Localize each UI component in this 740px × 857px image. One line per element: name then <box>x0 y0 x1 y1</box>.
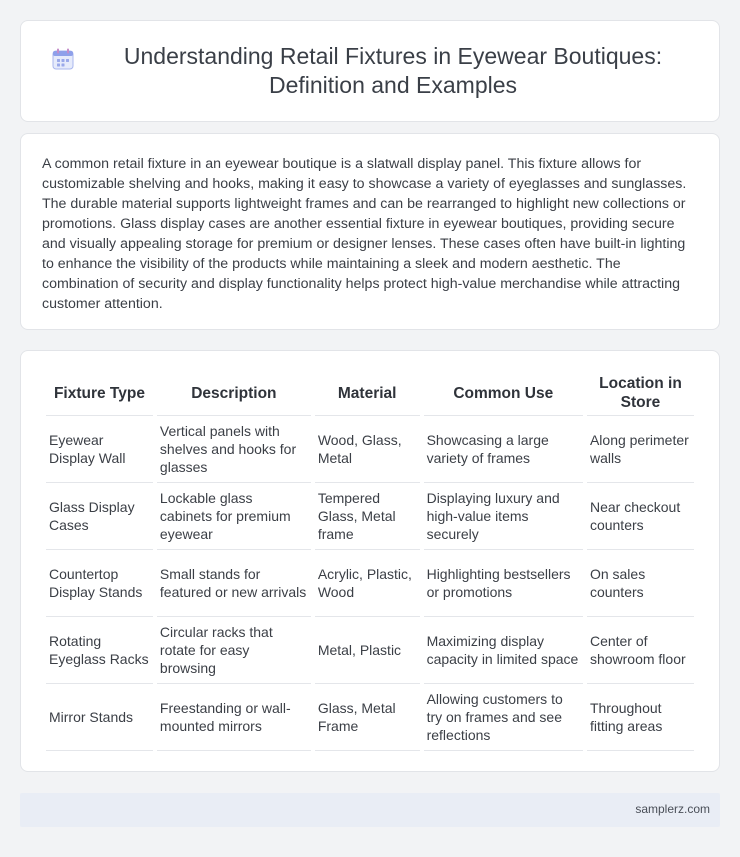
table-cell: Highlighting bestsellers or promotions <box>424 550 583 617</box>
column-header-description: Description <box>157 371 311 416</box>
table-cell: Circular racks that rotate for easy browsing <box>157 617 311 684</box>
table-cell: Mirror Stands <box>46 684 153 751</box>
table-cell: Small stands for featured or new arrivals <box>157 550 311 617</box>
fixtures-table <box>42 371 698 751</box>
intro-card <box>20 133 720 330</box>
table-header-row <box>46 371 694 416</box>
table-cell: Maximizing display capacity in limited space <box>424 617 583 684</box>
table-cell: Glass Display Cases <box>46 483 153 550</box>
title-card <box>20 20 720 122</box>
table-cell: Tempered Glass, Metal frame <box>315 483 420 550</box>
table-cell: Eyewear Display Wall <box>46 416 153 483</box>
table-row <box>46 416 694 483</box>
table-cell: Showcasing a large variety of frames <box>424 416 583 483</box>
table-cell: Center of showroom floor <box>587 617 694 684</box>
table-cell: Along perimeter walls <box>587 416 694 483</box>
column-header-fixture-type: Fixture Type <box>46 371 153 416</box>
table-cell: Metal, Plastic <box>315 617 420 684</box>
table-cell: Lockable glass cabinets for premium eyewear <box>157 483 311 550</box>
table-cell: Allowing customers to try on frames and see reflections <box>424 684 583 751</box>
table-cell: Freestanding or wall-mounted mirrors <box>157 684 311 751</box>
calendar-icon <box>52 48 74 70</box>
footer <box>20 793 720 827</box>
table-row <box>46 550 694 617</box>
table-cell: Displaying luxury and high-value items securely <box>424 483 583 550</box>
table-cell: Near checkout counters <box>587 483 694 550</box>
column-header-material: Material <box>315 371 420 416</box>
intro-paragraph: A common retail fixture in an eyewear boutique is a slatwall display panel. This fixture allows for customizable shelving and hooks, making it easy to showcase a variety of eyeglasses and sunglasses. The durable material supports lightweight frames and can be rearranged to highlight new collections or promotions. Glass display cases are another essential fixture in eyewear boutiques, providing secure and visually appealing storage for premium or designer lenses. These cases often have built-in lighting to enhance the visibility of the products while maintaining a sleek and modern aesthetic. The combination of security and display functionality helps protect high-value merchandise while attracting customer attention. <box>42 156 687 312</box>
table-cell: On sales counters <box>587 550 694 617</box>
table-row <box>46 617 694 684</box>
page-title: Understanding Retail Fixtures in Eyewear Boutiques: Definition and Examples <box>123 43 663 98</box>
column-header-common-use: Common Use <box>424 371 583 416</box>
table-row <box>46 483 694 550</box>
table-cell: Acrylic, Plastic, Wood <box>315 550 420 617</box>
table-cell: Throughout fitting areas <box>587 684 694 751</box>
table-card <box>20 350 720 772</box>
table-cell: Rotating Eyeglass Racks <box>46 617 153 684</box>
column-header-location: Location in Store <box>587 371 694 416</box>
footer-site-link[interactable]: samplerz.com <box>635 802 710 816</box>
table-cell: Glass, Metal Frame <box>315 684 420 751</box>
table-row <box>46 684 694 751</box>
table-cell: Wood, Glass, Metal <box>315 416 420 483</box>
table-cell: Vertical panels with shelves and hooks for glasses <box>157 416 311 483</box>
table-cell: Countertop Display Stands <box>46 550 153 617</box>
